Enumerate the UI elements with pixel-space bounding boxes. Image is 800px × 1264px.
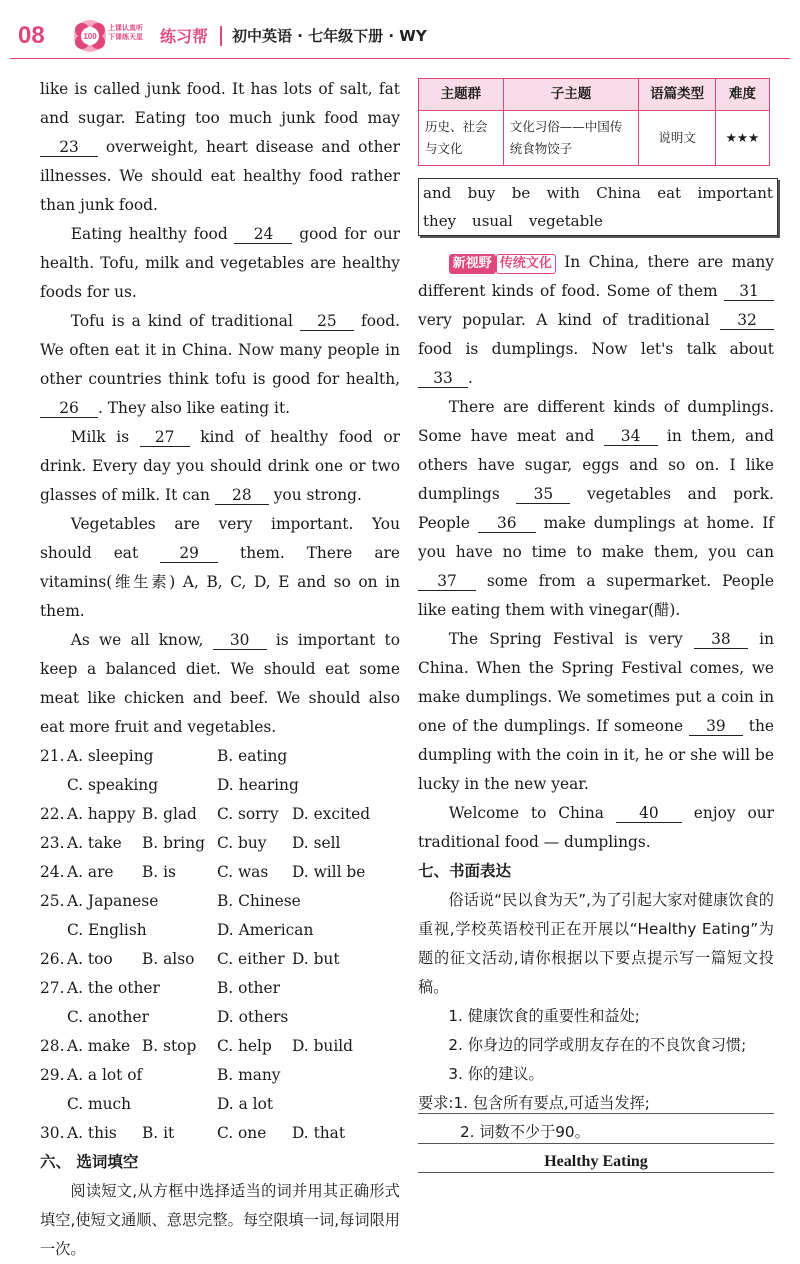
slogan-line2: 下课练天星 — [108, 33, 143, 41]
section6-instructions: 阅读短文,从方框中选择适当的词并用其正确形式填空,使短文通顺、意思完整。每空限填一词,每词限用一次。 — [40, 1182, 400, 1258]
question-number — [40, 1003, 67, 1032]
option-row — [40, 1119, 400, 1148]
requirement-2: 2. 词数不少于90。 — [460, 1123, 590, 1141]
word: eat — [657, 184, 682, 202]
blank-30[interactable]: 30 — [213, 631, 267, 650]
option-row — [40, 916, 400, 945]
option-choice[interactable]: B. is — [142, 863, 176, 881]
blank-25[interactable]: 25 — [300, 312, 354, 331]
flower-logo-icon — [72, 18, 108, 54]
passage-paragraph: Milk is 27 kind of healthy food or drink. Every day you should drink one or two glasses of milk. It can 28 you strong. — [40, 428, 400, 504]
option-choice[interactable]: A. a lot of — [67, 1066, 143, 1084]
tag-new-vision: 新视野 — [449, 254, 496, 274]
word-row — [423, 179, 773, 207]
blank-39[interactable]: 39 — [689, 717, 743, 736]
table-cell: 历史、社会与文化 — [419, 111, 504, 166]
table-header: 主题群 — [419, 79, 504, 111]
word: important — [697, 184, 773, 202]
option-choice[interactable]: D. a lot — [217, 1095, 274, 1113]
section7-intro: 俗话说“民以食为天”,为了引起大家对健康饮食的重视,学校英语校刊正在开展以“Healthy Eating”为题的征文活动,请你根据以下要点提示写一篇短文投稿。 — [418, 891, 774, 996]
word: China — [596, 184, 641, 202]
brand-title: 练习帮 — [160, 27, 209, 46]
option-row — [40, 800, 400, 829]
header-rule — [10, 58, 790, 59]
option-choice[interactable]: B. Chinese — [217, 892, 301, 910]
option-choice[interactable]: D. hearing — [217, 776, 299, 794]
question-number: 29. — [40, 1066, 65, 1084]
question-number: 30. — [40, 1124, 65, 1142]
essay-title: Healthy Eating — [544, 1153, 648, 1170]
passage-paragraph: like is called junk food. It has lots of salt, fat and sugar. Eating too much junk food may 23 overweight, heart disease and other illnesses. We should eat healthy food rather than junk food. — [40, 80, 400, 214]
option-row — [40, 742, 400, 771]
course-title: 初中英语 · 七年级下册 · WY — [232, 27, 427, 45]
option-choice[interactable]: B. bring — [142, 834, 205, 852]
writing-line[interactable] — [418, 1143, 774, 1144]
option-choice[interactable]: A. happy — [67, 805, 136, 823]
question-number: 26. — [40, 950, 65, 968]
question-number: 21. — [40, 747, 65, 765]
passage-paragraph: The Spring Festival is very 38 in China. When the Spring Festival comes, we make dumplings. We sometimes put a coin in one of the dumplings. If someone 39 the dumpling with the coin in it, he or she will be lucky in the new year. — [418, 630, 774, 793]
word-box — [418, 178, 778, 236]
writing-line[interactable] — [418, 1172, 774, 1173]
option-choice[interactable]: A. too — [67, 950, 113, 968]
option-row — [40, 1061, 400, 1090]
point-item: 3. 你的建议。 — [448, 1065, 544, 1083]
table-header: 难度 — [715, 79, 769, 111]
option-choice[interactable]: C. sorry — [217, 805, 279, 823]
writing-line[interactable] — [418, 1113, 774, 1114]
passage-paragraph: 新视野 传统文化 In China, there are many different kinds of food. Some of them 31 very popular. A kind of traditional 32 food is dumplings. Now let's talk about 33 . — [418, 253, 774, 387]
option-choice[interactable]: B. stop — [142, 1037, 197, 1055]
option-choice[interactable]: A. take — [67, 834, 122, 852]
word: be — [511, 184, 531, 202]
option-choice[interactable]: C. much — [67, 1095, 132, 1113]
option-row — [40, 858, 400, 887]
option-row — [40, 887, 400, 916]
option-choice[interactable]: C. buy — [217, 834, 267, 852]
header-divider — [220, 26, 222, 46]
option-choice[interactable]: B. it — [142, 1124, 175, 1142]
question-number: 27. — [40, 979, 65, 997]
page-number: 08 — [18, 22, 45, 49]
slogan — [108, 24, 143, 42]
option-choice[interactable]: C. English — [67, 921, 147, 939]
question-number — [40, 916, 67, 945]
option-choice[interactable]: A. Japanese — [67, 892, 159, 910]
option-choice[interactable]: C. speaking — [67, 776, 159, 794]
word: and — [423, 184, 452, 202]
option-choice[interactable]: C. either — [217, 950, 285, 968]
passage-paragraph: As we all know, 30 is important to keep a balanced diet. We should eat some meat like chicken and beef. We should also eat more fruit and vegetables. — [40, 631, 400, 736]
option-choice[interactable]: D. will be — [292, 863, 366, 881]
blank-28[interactable]: 28 — [215, 486, 269, 505]
option-choice[interactable]: C. one — [217, 1124, 267, 1142]
option-row — [40, 1032, 400, 1061]
slogan-line1: 上课认真听 — [108, 24, 143, 32]
page-header — [0, 0, 800, 60]
option-choice[interactable]: C. was — [217, 863, 269, 881]
option-choice[interactable]: A. this — [67, 1124, 117, 1142]
table-header: 语篇类型 — [639, 79, 716, 111]
blank-38[interactable]: 38 — [694, 630, 748, 649]
passage-paragraph: There are different kinds of dumplings. Some have meat and 34 in them, and others have sugar, eggs and so on. I like dumplings 35 vegetables and pork. People 36 make dumplings at home. If you have no time to make them, you can 37 some from a supermarket. People like eating them with vinegar(醋). — [418, 398, 774, 619]
option-choice[interactable]: A. the other — [67, 979, 160, 997]
option-choice[interactable]: B. eating — [217, 747, 288, 765]
option-row — [40, 1090, 400, 1119]
blank-26[interactable]: 26 — [40, 399, 98, 418]
blank-35[interactable]: 35 — [516, 485, 570, 504]
option-choice[interactable]: A. make — [67, 1037, 131, 1055]
passage-paragraph: Welcome to China 40 enjoy our traditional food — dumplings. — [418, 804, 774, 851]
blank-24[interactable]: 24 — [234, 225, 292, 244]
word: vegetable — [528, 212, 603, 230]
question-number — [40, 771, 67, 800]
blank-29[interactable]: 29 — [160, 544, 218, 563]
point-item: 1. 健康饮食的重要性和益处; — [448, 1007, 640, 1025]
option-choice[interactable]: D. build — [292, 1037, 354, 1055]
passage-paragraph: Eating healthy food 24 good for our health. Tofu, milk and vegetables are healthy foods for us. — [40, 225, 400, 301]
point-item: 2. 你身边的同学或朋友存在的不良饮食习惯; — [448, 1036, 747, 1054]
option-choice[interactable]: B. also — [142, 950, 195, 968]
blank-40[interactable]: 40 — [616, 804, 682, 823]
option-choice[interactable]: B. many — [217, 1066, 281, 1084]
options-list — [40, 742, 400, 1148]
blank-37[interactable]: 37 — [418, 572, 476, 591]
word: they — [423, 212, 457, 230]
table-header: 子主题 — [503, 79, 639, 111]
blank-34[interactable]: 34 — [604, 427, 658, 446]
option-choice[interactable]: D. others — [217, 1008, 289, 1026]
question-number: 28. — [40, 1037, 65, 1055]
table-cell: 说明文 — [639, 111, 716, 166]
option-row — [40, 974, 400, 1003]
option-choice[interactable]: D. but — [292, 950, 340, 968]
right-column — [418, 78, 774, 1176]
word: usual — [472, 212, 513, 230]
question-number: 23. — [40, 834, 65, 852]
blank-36[interactable]: 36 — [478, 514, 536, 533]
question-number: 24. — [40, 863, 65, 881]
logo-text: 100 — [83, 32, 97, 41]
info-table — [418, 78, 770, 166]
blank-23[interactable]: 23 — [40, 138, 98, 157]
difficulty-stars: ★★★ — [715, 111, 769, 166]
option-choice[interactable]: D. excited — [292, 805, 371, 823]
question-number: 22. — [40, 805, 65, 823]
requirement-1: 要求:1. 包含所有要点,可适当发挥; — [418, 1094, 650, 1112]
blank-27[interactable]: 27 — [140, 428, 190, 447]
section7-title: 七、书面表达 — [418, 862, 512, 880]
blank-33[interactable]: 33 — [418, 369, 468, 388]
left-column — [40, 75, 400, 1264]
option-row — [40, 771, 400, 800]
option-row — [40, 829, 400, 858]
passage-paragraph: Vegetables are very important. You should eat 29 them. There are vitamins(维生素) A, B, C, D, E and so on in them. — [40, 515, 400, 620]
blank-31[interactable]: 31 — [724, 282, 774, 301]
option-row — [40, 945, 400, 974]
option-choice[interactable]: C. another — [67, 1008, 149, 1026]
option-choice[interactable]: D. sell — [292, 834, 341, 852]
option-choice[interactable]: C. help — [217, 1037, 272, 1055]
word: buy — [467, 184, 496, 202]
option-choice[interactable]: B. other — [217, 979, 280, 997]
word: with — [546, 184, 580, 202]
tag-traditional-culture: 传统文化 — [496, 254, 556, 274]
option-choice[interactable]: D. American — [217, 921, 314, 939]
option-choice[interactable]: A. sleeping — [67, 747, 154, 765]
option-choice[interactable]: A. are — [67, 863, 114, 881]
question-number — [40, 1090, 67, 1119]
option-choice[interactable]: B. glad — [142, 805, 197, 823]
option-choice[interactable]: D. that — [292, 1124, 346, 1142]
option-row — [40, 1003, 400, 1032]
passage-paragraph: Tofu is a kind of traditional 25 food. We often eat it in China. Now many people in other countries think tofu is good for health, 26 . They also like eating it. — [40, 312, 400, 417]
question-number: 25. — [40, 892, 65, 910]
word-row — [423, 207, 773, 235]
table-cell: 文化习俗——中国传统食物饺子 — [503, 111, 639, 166]
section6-title: 六、 选词填空 — [40, 1153, 139, 1171]
blank-32[interactable]: 32 — [720, 311, 774, 330]
